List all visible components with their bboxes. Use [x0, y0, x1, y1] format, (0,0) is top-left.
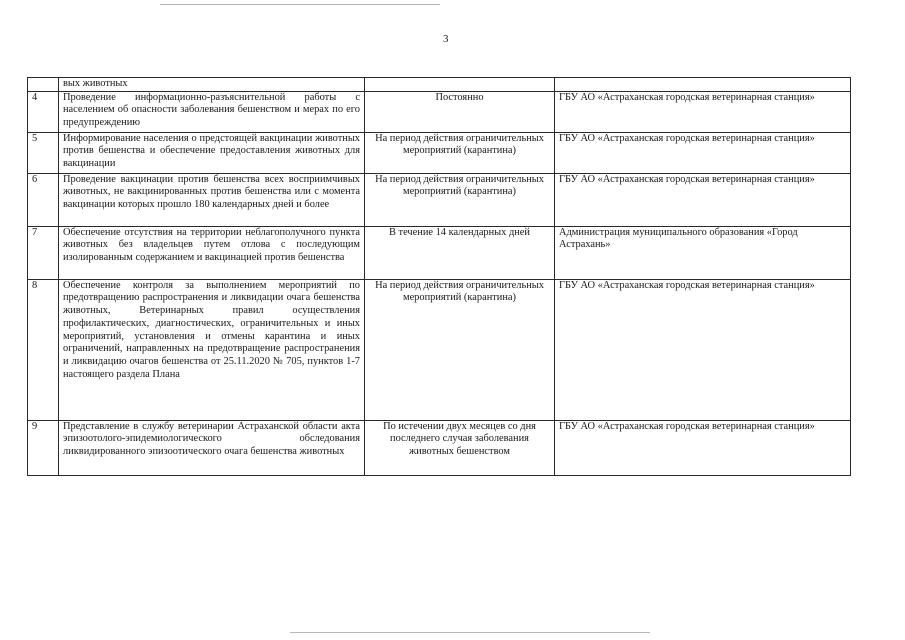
row-responsible: ГБУ АО «Астраханская городская ветеринарная станция»	[555, 279, 851, 420]
row-term: На период действия ограничительных мероприятий (карантина)	[365, 279, 555, 420]
row-number: 5	[28, 132, 59, 173]
action-plan-table	[27, 77, 851, 476]
row-term	[365, 78, 555, 92]
row-term: В течение 14 календарных дней	[365, 226, 555, 279]
row-number	[28, 78, 59, 92]
row-action: Проведение вакцинации против бешенства всех восприимчивых животных, не вакцинированных против бешенства или с момента вакцинации которых прошло 180 календарных дней и более	[59, 173, 365, 226]
row-action: Информирование населения о предстоящей вакцинации животных против бешенства и обеспечение предоставления животных для вакцинации	[59, 132, 365, 173]
row-action: вых животных	[59, 78, 365, 92]
table-row	[28, 279, 851, 420]
table-row	[28, 91, 851, 132]
row-number: 7	[28, 226, 59, 279]
table-row	[28, 132, 851, 173]
row-responsible: ГБУ АО «Астраханская городская ветеринарная станция»	[555, 91, 851, 132]
row-term: По истечении двух месяцев со дня последнего случая заболевания животных бешенством	[365, 420, 555, 475]
row-action: Проведение информационно-разъяснительной работы с населением об опасности заболевания бешенством и мерах по его предупреждению	[59, 91, 365, 132]
table-row	[28, 420, 851, 475]
row-action: Обеспечение контроля за выполнением мероприятий по предотвращению распространения и ликвидации очага бешенства животных, Ветеринарных правил осуществления профилактических, диагностических, ограничительных и иных мероприятий, установления и отмены карантина и иных ограничений, направленных на предотвращение распространения и ликвидацию очагов бешенства от 25.11.2020 № 705, пунктов 1-7 настоящего раздела Плана	[59, 279, 365, 420]
row-number: 8	[28, 279, 59, 420]
row-action: Представление в службу ветеринарии Астраханской области акта эпизоотолого-эпидемиологического обследования ликвидированного эпизоотического очага бешенства животных	[59, 420, 365, 475]
row-action: Обеспечение отсутствия на территории неблагополучного пункта животных без владельцев путем отлова с последующим изолированным содержанием и вакцинацией против бешенства	[59, 226, 365, 279]
table-row	[28, 226, 851, 279]
row-responsible: ГБУ АО «Астраханская городская ветеринарная станция»	[555, 173, 851, 226]
row-number: 4	[28, 91, 59, 132]
row-term: На период действия ограничительных мероприятий (карантина)	[365, 132, 555, 173]
table-row	[28, 173, 851, 226]
row-responsible: ГБУ АО «Астраханская городская ветеринарная станция»	[555, 132, 851, 173]
scan-artifact-top	[160, 4, 440, 5]
row-number: 9	[28, 420, 59, 475]
row-number: 6	[28, 173, 59, 226]
row-term: Постоянно	[365, 91, 555, 132]
table-row-continuation	[28, 78, 851, 92]
page-number: 3	[443, 33, 449, 45]
row-responsible: ГБУ АО «Астраханская городская ветеринарная станция»	[555, 420, 851, 475]
row-term: На период действия ограничительных мероприятий (карантина)	[365, 173, 555, 226]
scan-artifact-bottom	[290, 632, 650, 633]
row-responsible: Администрация муниципального образования «Город Астрахань»	[555, 226, 851, 279]
row-responsible	[555, 78, 851, 92]
